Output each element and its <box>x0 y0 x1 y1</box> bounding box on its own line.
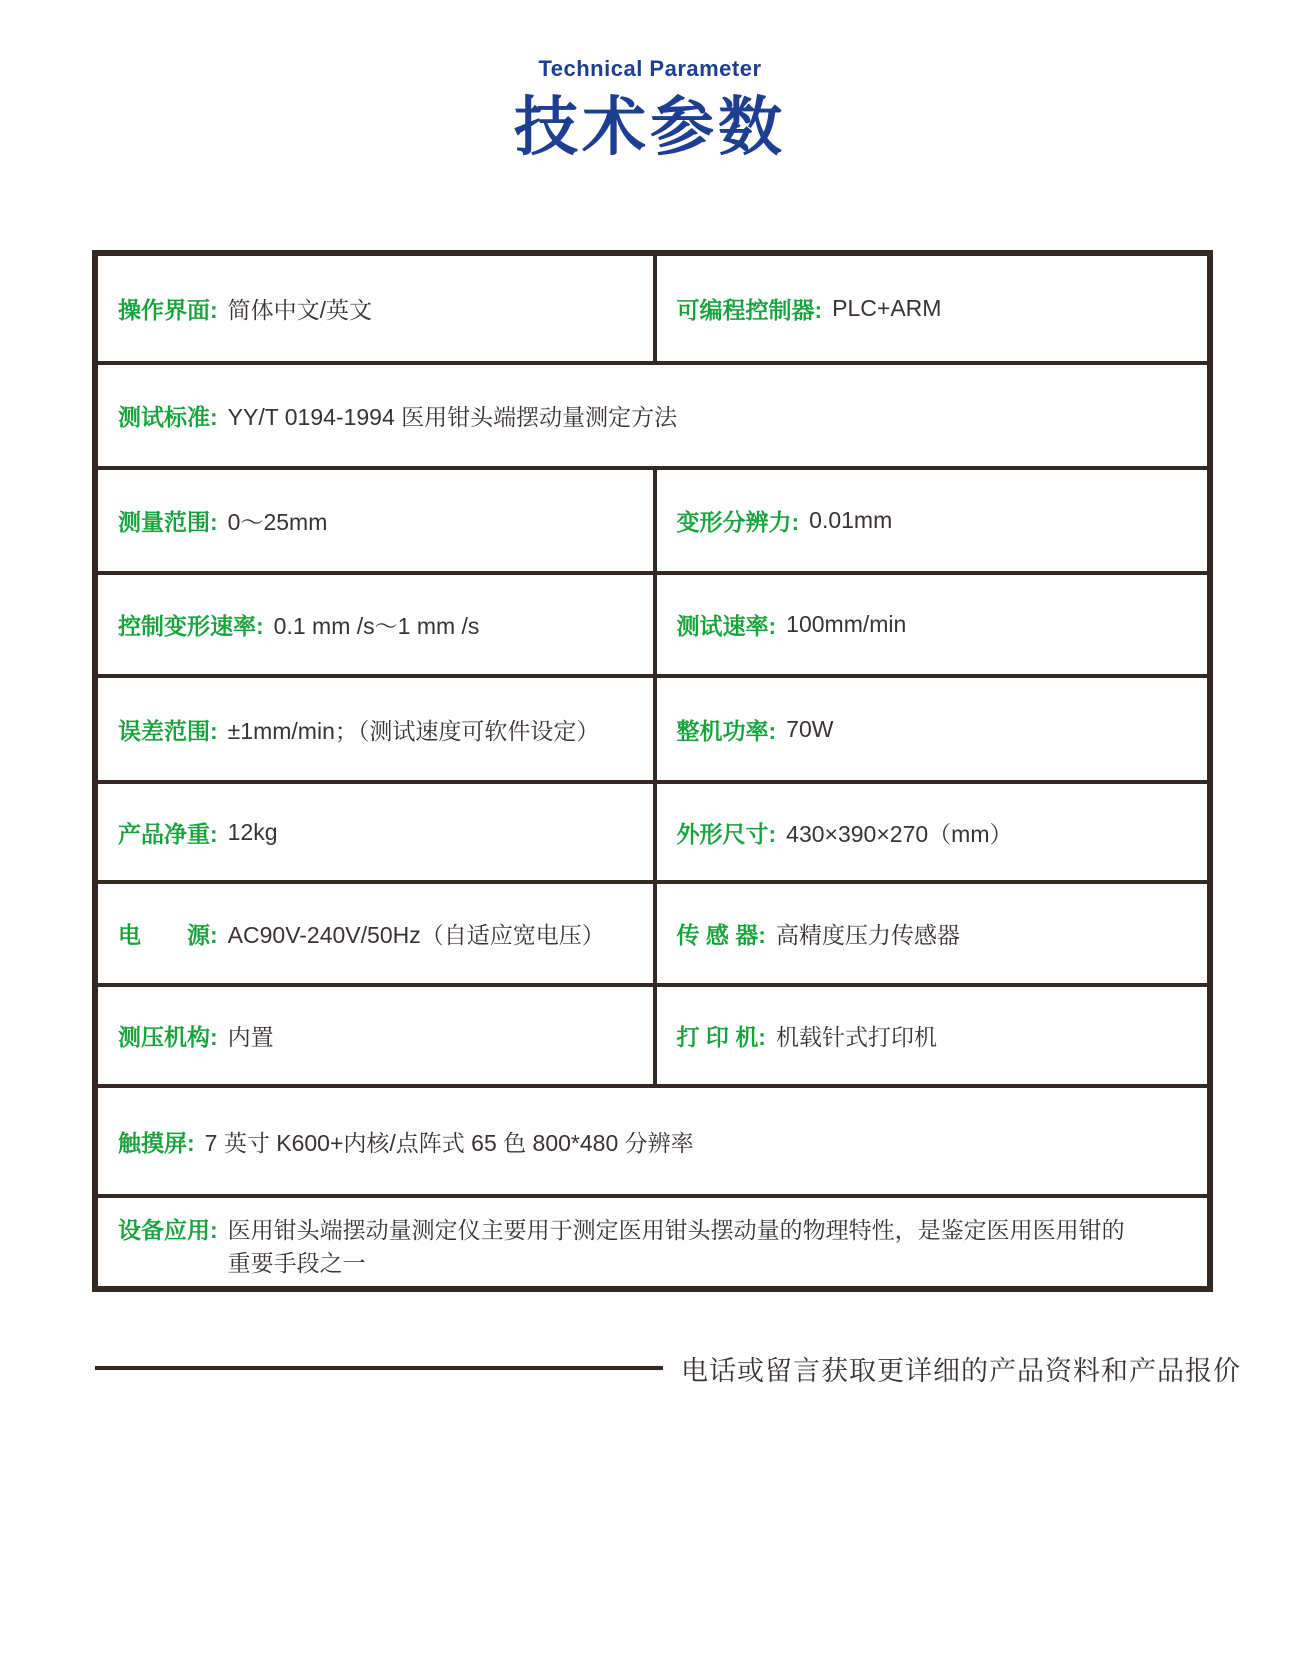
spec-cell-deform-rate <box>98 575 653 674</box>
spec-cell-test-standard <box>98 365 1207 466</box>
spec-cell-dimensions <box>653 784 1208 880</box>
spec-value: AC90V-240V/50Hz（自适应宽电压） <box>227 922 605 949</box>
spec-value: 12kg <box>227 818 278 845</box>
spec-value: 简体中文/英文 <box>227 297 373 324</box>
spec-value: 100mm/min <box>786 611 907 638</box>
spec-cell-application <box>98 1198 1207 1286</box>
spec-value: 0～25mm <box>227 509 328 536</box>
spec-label: 整机功率: <box>676 717 777 744</box>
spec-value: PLC+ARM <box>832 295 942 322</box>
spec-cell-sensor <box>653 884 1208 983</box>
spec-cell-test-speed <box>653 575 1208 674</box>
table-row <box>98 880 1207 983</box>
spec-label: 外形尺寸: <box>676 820 777 847</box>
bottom-whitespace <box>0 1386 1300 1636</box>
spec-label: 控制变形速率: <box>118 613 264 640</box>
page-title: 技术参数 <box>514 91 786 163</box>
spec-value: YY/T 0194-1994 医用钳头端摆动量测定方法 <box>227 404 678 431</box>
footer <box>95 1350 1300 1386</box>
footer-note: 电话或留言获取更详细的产品资料和产品报价 <box>681 1355 1241 1386</box>
spec-cell-pressure-mechanism <box>98 987 653 1084</box>
spec-label: 设备应用: <box>118 1217 218 1244</box>
spec-label: 操作界面: <box>118 297 218 324</box>
table-row <box>98 571 1207 674</box>
spec-value-line2: 重要手段之一 <box>227 1250 366 1277</box>
spec-value: 7 英寸 K600+内核/点阵式 65 色 800*480 分辨率 <box>204 1129 694 1156</box>
footer-divider-line <box>95 1366 663 1370</box>
spec-value: 0.01mm <box>809 507 893 534</box>
spec-cell-total-power <box>653 678 1208 780</box>
spec-label: 测量范围: <box>118 509 218 536</box>
spec-label: 误差范围: <box>118 717 218 744</box>
spec-cell-deform-resolution <box>653 470 1208 571</box>
spec-value: 70W <box>786 715 834 742</box>
spec-cell-net-weight <box>98 784 653 880</box>
spec-value-line1: 医用钳头端摆动量测定仪主要用于测定医用钳头摆动量的物理特性，是鉴定医用医用钳的 <box>227 1217 1125 1244</box>
spec-value: 机载针式打印机 <box>775 1024 937 1051</box>
table-row <box>98 674 1207 780</box>
spec-cell-touch-screen <box>98 1088 1207 1194</box>
spec-cell-printer <box>653 987 1208 1084</box>
spec-cell-power-supply <box>98 884 653 983</box>
spec-label: 电 源: <box>118 922 218 949</box>
table-row <box>98 256 1207 361</box>
table-row <box>98 1194 1207 1286</box>
spec-label: 变形分辨力: <box>676 509 800 536</box>
spec-cell-error-range <box>98 678 653 780</box>
spec-label: 打 印 机: <box>676 1024 766 1051</box>
subtitle-en: Technical Parameter <box>538 56 762 81</box>
spec-value: 内置 <box>227 1024 274 1051</box>
spec-value: 430×390×270（mm） <box>786 820 1013 847</box>
spec-value <box>228 1214 1125 1280</box>
spec-cell-plc-controller <box>653 256 1208 361</box>
spec-value: 0.1 mm /s～1 mm /s <box>273 613 480 640</box>
table-row <box>98 361 1207 466</box>
spec-table <box>92 250 1213 1292</box>
spec-label: 测压机构: <box>118 1024 218 1051</box>
spec-label: 传 感 器: <box>676 922 766 949</box>
table-row <box>98 780 1207 880</box>
spec-label: 可编程控制器: <box>676 297 823 324</box>
spec-cell-operation-interface <box>98 256 653 361</box>
spec-cell-measure-range <box>98 470 653 571</box>
spec-label: 测试标准: <box>118 404 218 431</box>
table-row <box>98 983 1207 1084</box>
page-header <box>0 0 1300 162</box>
spec-value: 高精度压力传感器 <box>775 922 960 949</box>
spec-value: ±1mm/min；（测试速度可软件设定） <box>227 717 600 744</box>
spec-label: 测试速率: <box>676 613 777 640</box>
spec-label: 产品净重: <box>118 820 218 847</box>
table-row <box>98 466 1207 571</box>
spec-label: 触摸屏: <box>118 1129 195 1156</box>
table-row <box>98 1084 1207 1194</box>
